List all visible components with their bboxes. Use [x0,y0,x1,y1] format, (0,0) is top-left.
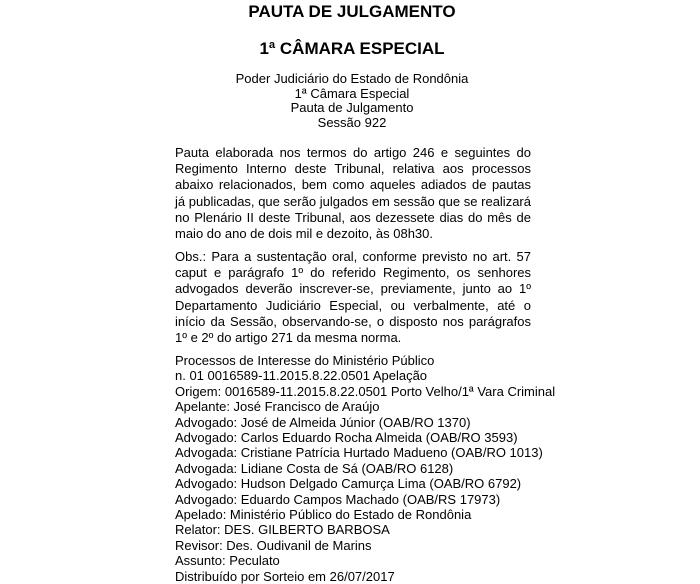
lawyer-line: Advogada: Lidiane Costa de Sá (OAB/RO 6128) [175,460,454,476]
lawyer-line: Advogada: Cristiane Patrícia Hurtado Madueno (OAB/RO 1013) [175,445,543,461]
chamber-name: 1ª Câmara Especial [294,85,410,101]
intro-paragraph: Pauta elaborada nos termos do artigo 246 e seguintes do Regimento Interno deste Tribunal, relativa aos processos abaixo relacionados, bem como aqueles adiados de pautas já publicadas, que serão julgados em sessão que se realizará no Plenário II deste Tribunal, aos dezessete dias do mês de maio do ano de dois mil e dezoito, às 08h30. [175,145,531,242]
court-name: Poder Judiciário do Estado de Rondônia [235,71,469,86]
process-number: n. 01 0016589-11.2015.8.22.0501 Apelação [175,368,428,384]
process-entry [175,353,575,584]
process-section-heading: Processos de Interesse do Ministério Público [175,353,435,368]
distribution-info: Distribuído por Sorteio em 26/07/2017 [175,568,395,584]
court-info-block [0,72,700,130]
observation-paragraph: Obs.: Para a sustentação oral, conforme previsto no art. 57 caput e parágrafo 1º do referido Regimento, os senhores advogados deverão inscrever-se, previamente, junto ao 1º Departamento Judiciário Especial, ou verbalmente, até o início da Sessão, observando-se, o disposto nos parágrafos 1º e 2º do artigo 271 da mesma norma. [175,249,531,346]
lawyer-line: Advogado: Carlos Eduardo Rocha Almeida (OAB/RO 3593) [175,430,518,446]
lawyer-line: Advogado: Eduardo Campos Machado (OAB/RS 17973) [175,491,501,507]
document-type: Pauta de Julgamento [290,100,414,116]
reviewer: Revisor: Des. Oudivanil de Marins [175,537,372,553]
document-title: PAUTA DE JULGAMENTO [248,2,456,21]
session-number: Sessão 922 [317,114,387,130]
appellee: Apelado: Ministério Público do Estado de Rondônia [175,507,472,523]
appellant: Apelante: José Francisco de Araújo [175,399,380,415]
subject: Assunto: Peculato [175,553,280,569]
process-origin: Origem: 0016589-11.2015.8.22.0501 Porto Velho/1ª Vara Criminal [175,383,556,399]
lawyer-line: Advogado: Hudson Delgado Camurça Lima (OAB/RO 6792) [175,476,522,492]
lawyer-line: Advogado: José de Almeida Júnior (OAB/RO 1370) [175,414,471,430]
chamber-heading: 1ª CÂMARA ESPECIAL [259,39,445,58]
rapporteur: Relator: DES. GILBERTO BARBOSA [175,522,390,538]
